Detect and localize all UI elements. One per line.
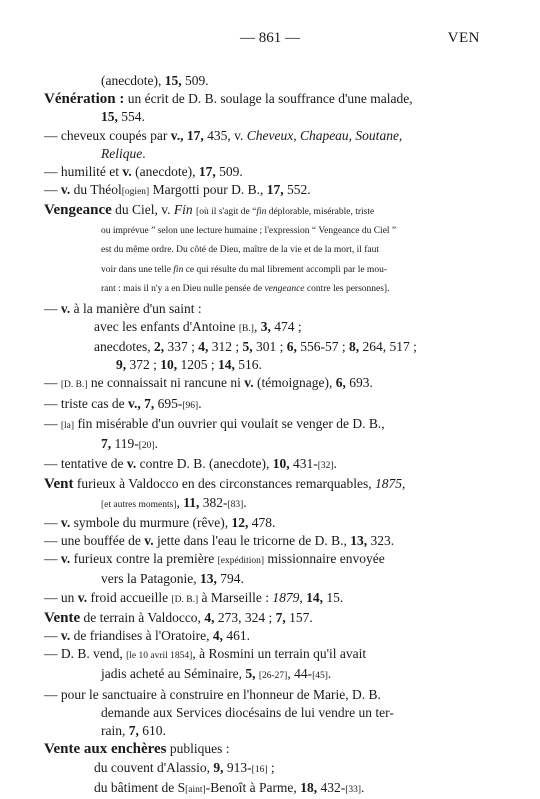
index-note-line: rant : mais il n'y a en Dieu nulle pensée de vengeance contre les personnes]. <box>101 284 390 295</box>
index-entries <box>44 72 484 799</box>
index-line: — pour le sanctuaire à construire en l'honneur de Marie, D. B. <box>44 686 381 702</box>
index-line: demande aux Services diocésains de lui vendre un ter- <box>101 704 394 720</box>
index-headword-line: Vent furieux à Valdocco en des circonstances remarquables, 1875, <box>44 476 406 493</box>
index-line: du couvent d'Alassio, 9, 913-[16] ; <box>94 759 275 775</box>
index-line: — cheveux coupés par v., 17, 435, v. Cheveux, Chapeau, Soutane, <box>44 127 403 143</box>
index-line: — une bouffée de v. jette dans l'eau le tricorne de D. B., 13, 323. <box>44 533 395 549</box>
index-line: — tentative de v. contre D. B. (anecdote), 10, 431-[32]. <box>44 456 337 472</box>
page-number: — 861 — <box>240 30 300 46</box>
index-line: — humilité et v. (anecdote), 17, 509. <box>44 164 243 180</box>
index-line: — triste cas de v., 7, 695-[96]. <box>44 395 202 411</box>
index-line: — D. B. vend, [le 10 avril 1854], à Rosmini un terrain qu'il avait <box>44 646 367 662</box>
index-headword-line: Vengeance du Ciel, v. Fin [où il s'agit de “fin déplorable, misérable, triste <box>44 202 375 219</box>
index-line: rain, 7, 610. <box>101 723 166 739</box>
index-line: vers la Patagonie, 13, 794. <box>101 571 244 587</box>
index-line: du bâtiment de S[aint]-Benoît à Parme, 18, 432-[33]. <box>94 779 365 795</box>
index-line: Relique. <box>101 145 146 161</box>
index-line: — v. à la manière d'un saint : <box>44 300 202 316</box>
index-note-line: ou imprévue ” selon une lecture humaine ; l'expression “ Vengeance du Ciel ” <box>101 225 397 236</box>
index-line: [et autres moments], 11, 382-[83]. <box>101 494 247 510</box>
index-line: — v. du Théol[ogien] Margotti pour D. B., 17, 552. <box>44 182 311 198</box>
index-line: avec les enfants d'Antoine [B.], 3, 474 ; <box>94 318 302 334</box>
index-headword-line: Vente aux enchères publiques : <box>44 741 230 758</box>
index-note-line: voir dans une telle fin ce qui résulte du mal librement accompli par le mou- <box>101 264 387 275</box>
index-line: jadis acheté au Séminaire, 5, [26-27], 44-[45]. <box>101 666 332 682</box>
index-line: — v. furieux contre la première [expédition] missionnaire envoyée <box>44 551 385 567</box>
index-line: — [la] fin misérable d'un ouvrier qui voulait se venger de D. B., <box>44 415 385 431</box>
index-headword-line: Vente de terrain à Valdocco, 4, 273, 324 ; 7, 157. <box>44 609 313 626</box>
index-line: 9, 372 ; 10, 1205 ; 14, 516. <box>116 357 262 373</box>
index-line: 7, 119-[20]. <box>101 436 158 452</box>
index-note-line: est du même ordre. Du côté de Dieu, maître de la vie et de la mort, il faut <box>101 245 380 256</box>
running-head: VEN <box>447 30 480 46</box>
index-headword-line: Vénération : un écrit de D. B. soulage la souffrance d'une malade, <box>44 91 413 108</box>
index-line: anecdotes, 2, 337 ; 4, 312 ; 5, 301 ; 6, 556-57 ; 8, 264, 517 ; <box>94 339 417 355</box>
index-line: — [D. B.] ne connaissait ni rancune ni v. (témoignage), 6, 693. <box>44 375 373 391</box>
index-line: 15, 554. <box>101 109 145 125</box>
index-line: — v. symbole du murmure (rêve), 12, 478. <box>44 514 276 530</box>
index-line: — v. de friandises à l'Oratoire, 4, 461. <box>44 628 251 644</box>
index-line: — un v. froid accueille [D. B.] à Marseille : 1879, 14, 15. <box>44 589 344 605</box>
index-line: (anecdote), 15, 509. <box>101 73 209 88</box>
